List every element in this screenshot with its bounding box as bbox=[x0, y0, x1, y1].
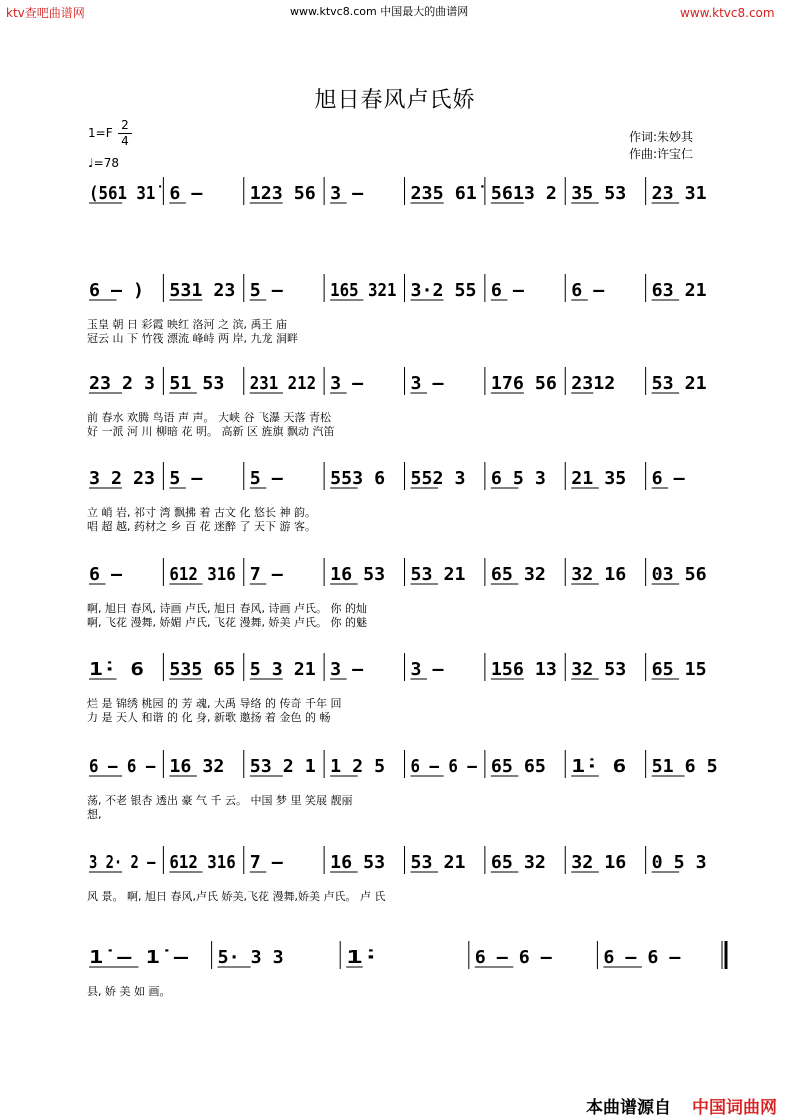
lyric-line: 立 峭 岩, 祁寸 湾 飘拂 着 古文 化 悠长 神 韵。 bbox=[87, 506, 316, 519]
lyric-line: 风 景。 啊, 旭日 春风,卢氏 娇美,飞花 漫舞,娇美 卢氏。 卢 氏 bbox=[87, 890, 386, 903]
lyric-line: 啊, 旭日 春风, 诗画 卢氏, 旭日 春风, 诗画 卢氏。 你 的灿 bbox=[87, 602, 367, 615]
measure: 552 3 bbox=[410, 468, 466, 489]
measure: 6 – bbox=[571, 280, 605, 301]
measure: 0 5 3 bbox=[651, 852, 707, 873]
measure: 3 2· 2 – bbox=[89, 852, 156, 873]
measure: 65 65 bbox=[490, 756, 546, 777]
measure: 16 32 bbox=[169, 756, 225, 777]
measure: 535 65 bbox=[169, 659, 236, 680]
measure: 1 2 5 bbox=[330, 756, 386, 777]
lyric-line: 好 一派 河 川 柳暗 花 明。 高新 区 旌旗 飘动 汽笛 bbox=[87, 425, 335, 438]
measure: 5 – bbox=[169, 468, 203, 489]
measure: 123 56 bbox=[249, 183, 316, 204]
measure: 231 212 bbox=[249, 373, 317, 394]
lyric-line: 啊, 飞花 漫舞, 娇媚 卢氏, 飞花 漫舞, 娇美 卢氏。 你 的魅 bbox=[87, 616, 367, 629]
key-signature: 1=F bbox=[88, 126, 113, 140]
measure: 53 21 bbox=[410, 852, 466, 873]
meter-top: 2 bbox=[121, 118, 129, 132]
measure: 6 – 6 – bbox=[603, 947, 681, 968]
site-header-center: www.ktvc8.com 中国最大的曲谱网 bbox=[290, 5, 469, 18]
lyric-line: 唱 超 越, 药材之 乡 百 花 迷醉 了 天下 游 客。 bbox=[87, 520, 316, 533]
lyricist-credit: 作词:朱妙其 bbox=[629, 130, 694, 144]
lyric-line: 县, 娇 美 如 画。 bbox=[87, 985, 171, 998]
measure: 3 2 23 bbox=[89, 468, 155, 489]
measure: 32 16 bbox=[571, 852, 627, 873]
measure: 3 – bbox=[330, 659, 364, 680]
lyric-line: 荡, 不老 银杏 透出 豪 气 千 云。 中国 梦 里 笑展 靓丽 bbox=[87, 794, 353, 807]
measure: 23 2 3 bbox=[89, 373, 155, 394]
measure: 2312 bbox=[571, 373, 616, 394]
measure: 3 – bbox=[410, 659, 444, 680]
song-title: 旭日春风卢氏娇 bbox=[314, 88, 476, 113]
site-watermark-right: www.ktvc8.com bbox=[680, 6, 775, 20]
measure: 6 – ) bbox=[89, 280, 144, 301]
measure: 65 32 bbox=[490, 852, 546, 873]
measure: 1̇ – 1̇ – bbox=[89, 947, 189, 968]
measure: 53 21 bbox=[410, 564, 466, 585]
measure: 5613 2 bbox=[490, 183, 557, 204]
measure: 51 53 bbox=[169, 373, 225, 394]
measure: 6 – bbox=[89, 564, 123, 585]
measure: 3 – bbox=[330, 183, 364, 204]
measure: 6 5 3 bbox=[490, 468, 546, 489]
measure: 1̇· 6 bbox=[89, 659, 144, 680]
lyric-line: 玉皇 朝 日 彩霞 映红 洛河 之 滨, 禹王 庙 bbox=[87, 318, 287, 331]
measure: 6 – bbox=[490, 280, 525, 301]
measure: 5· 3 3 bbox=[217, 947, 284, 968]
measure: 6 – bbox=[651, 468, 685, 489]
measure: 7 – bbox=[249, 564, 283, 585]
tempo-mark: ♩=78 bbox=[88, 156, 119, 170]
measure: 35 53 bbox=[571, 183, 627, 204]
measure: 63 21 bbox=[651, 280, 707, 301]
footer-source-label: 本曲谱源自 bbox=[586, 1098, 671, 1118]
measure: 6 – 6 – bbox=[89, 756, 156, 777]
measure: 53 21 bbox=[651, 373, 707, 394]
measure: 612 316 bbox=[169, 564, 236, 585]
measure: 6 – 6 – bbox=[410, 756, 478, 777]
measure: 23 31 bbox=[651, 183, 707, 204]
composer-credit: 作曲:许宝仁 bbox=[629, 147, 694, 161]
lyric-line: 力 是 天人 和谐 的 化 身, 新歌 邀扬 着 金色 的 畅 bbox=[87, 711, 331, 724]
measure: 176 56 bbox=[490, 373, 557, 394]
measure: 3·2 55 bbox=[410, 280, 477, 301]
measure: 235 61̇ bbox=[410, 183, 485, 204]
measure: 65 15 bbox=[651, 659, 707, 680]
measure: 53 2 1 bbox=[249, 756, 316, 777]
measure: 6 – 6 – bbox=[474, 947, 552, 968]
measure: 531 23 bbox=[169, 280, 236, 301]
site-watermark-left: ktv查吧曲谱网 bbox=[6, 6, 85, 20]
measure: 553 6 bbox=[330, 468, 386, 489]
measure: 165 321 bbox=[330, 280, 397, 301]
measure: 5 – bbox=[249, 280, 283, 301]
measure: 1̇· bbox=[346, 947, 380, 968]
lyric-line: 冠云 山 下 竹筏 漂流 峰峙 两 岸, 九龙 洞畔 bbox=[87, 332, 298, 345]
measure: 5 – bbox=[249, 468, 283, 489]
measure: 32 53 bbox=[571, 659, 627, 680]
measure: 16 53 bbox=[330, 564, 386, 585]
measure: 32 16 bbox=[571, 564, 627, 585]
measure: 51 6 5 bbox=[651, 756, 718, 777]
measure: 1̇· 6 bbox=[571, 756, 627, 777]
meter-bottom: 4 bbox=[118, 133, 132, 149]
lyric-line: 烂 是 锦绣 桃园 的 芳 魂, 大禹 导络 的 传奇 千年 回 bbox=[87, 697, 342, 710]
measure: 6 – bbox=[169, 183, 203, 204]
measure: 3 – bbox=[410, 373, 444, 394]
measure: 16 53 bbox=[330, 852, 386, 873]
measure: 156 13 bbox=[490, 659, 557, 680]
measure: 612 316 bbox=[169, 852, 236, 873]
measure: 7 – bbox=[249, 852, 283, 873]
measure: 21 35 bbox=[571, 468, 627, 489]
lyric-line: 前 春水 欢腾 鸟语 声 声。 大峡 谷 飞瀑 天落 青松 bbox=[87, 411, 331, 424]
measure: (561 31̇ bbox=[89, 183, 162, 204]
measure: 03 56 bbox=[651, 564, 707, 585]
measure: 3 – bbox=[330, 373, 364, 394]
lyric-line: 想, bbox=[87, 808, 102, 821]
measure: 5 3 21 bbox=[249, 659, 316, 680]
footer-site-name: 中国词曲网 bbox=[692, 1098, 777, 1118]
measure: 65 32 bbox=[490, 564, 546, 585]
